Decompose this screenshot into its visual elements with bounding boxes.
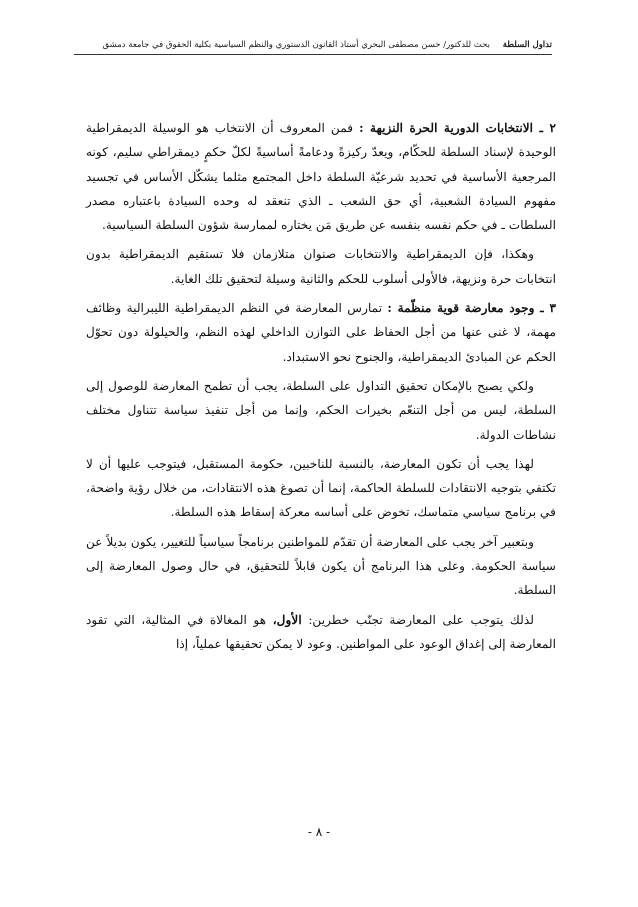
- paragraph-future-government: لهذا يجب أن تكون المعارضة، بالنسبة للناخبين، حكومة المستقبل، فيتوجب عليها أن لا تكتفي بتوجيه الانتقادات للسلطة الحاكمة، إنما أن تصوغ هذه الانتقادات، من خلال رؤية واضحة، في برنامج سياسي متماسك، تخوض على أساسه معركة إسقاط هذه السلطة.: [86, 456, 556, 520]
- paragraph-text: لذلك يتوجب على المعارضة تجنّب خطرين:: [308, 612, 534, 627]
- paragraph-text: هو المغالاة في المثالية، التي تقود المعارضة إلى إغداق الوعود على المواطنين. وعود لا يمكن تحقيقها عملياً، إذا: [86, 612, 556, 651]
- paragraph-text: تمارس المعارضة في النظم الديمقراطية الليبرالية وظائف مهمة، لا غنى عنها من أجل الحفاظ على التوازن الداخلي لهذه النظم، والحيلولة دون تحوّل الحكم عن المبادئ الديمقراطية، والجنوح نحو الاستبداد.: [86, 301, 556, 364]
- paragraph-rotation: ولكي يصبح بالإمكان تحقيق التداول على السلطة، يجب أن تطمح المعارضة للوصول إلى السلطة، ليس من أجل التنعّم بخيرات الحكم، وإنما من أجل تنفيذ سياسة تتناول مختلف نشاطات الدولة.: [86, 378, 556, 442]
- running-header: [74, 40, 552, 55]
- body-text: [86, 116, 556, 661]
- header-title: تداول السلطة: [502, 40, 552, 50]
- paragraph-democracy: وهكذا، فإن الديمقراطية والانتخابات صنوان متلازمان فلا تستقيم الديمقراطية بدون انتخابات حرة ونزيهة، فالأولى أسلوب للحكم والثانية وسيلة لتحقيق تلك الغاية.: [86, 247, 556, 286]
- heading-strong-opposition: ٣ ـ وجود معارضة قوية منظّمة :: [387, 301, 556, 316]
- paragraph-elections: [86, 116, 556, 237]
- heading-periodic-elections: ٢ ـ الانتخابات الدورية الحرة النزيهة :: [359, 121, 556, 135]
- paragraph-program: وبتعبير آخر يجب على المعارضة أن تقدّم للمواطنين برنامجاً سياسياً للتغيير، يكون بديلاً عن سياسة الحكومة. وعلى هذا البرنامج أن يكون قابلاً للتحقيق، في حال وصول المعارضة إلى السلطة.: [86, 534, 556, 598]
- paragraph-text: فمن المعروف أن الانتخاب هو الوسيلة الديمقراطية الوحيدة لإسناد السلطة للحكّام، ويعدّ ركيزةً ودعامةً أساسيةً لكلّ حكمٍ ديمقراطي سليم، كونه المرجعية الأساسية في تحديد شرعيّة السلطة داخل المجتمع مثلما يشكّل الأساس في تجسيد مفهوم السيادة الشعبية، أي حق الشعب ـ الذي تنعقد له وحده السيادة باعتباره مصدر السلطات ـ في حكم نفسه بنفسه عن طريق مَن يختاره لممارسة شؤون السلطة السياسية.: [86, 121, 556, 233]
- paragraph-two-dangers: [86, 608, 556, 657]
- header-subtitle: بحث للدكتور/ حسن مصطفى البحري أستاذ القانون الدستوري والنظم السياسية بكلية الحقوق في جامعة دمشق: [102, 40, 490, 50]
- paragraph-opposition: [86, 296, 556, 369]
- emphasis-first: الأول،: [272, 612, 302, 627]
- page-number: - ٨ -: [307, 825, 331, 839]
